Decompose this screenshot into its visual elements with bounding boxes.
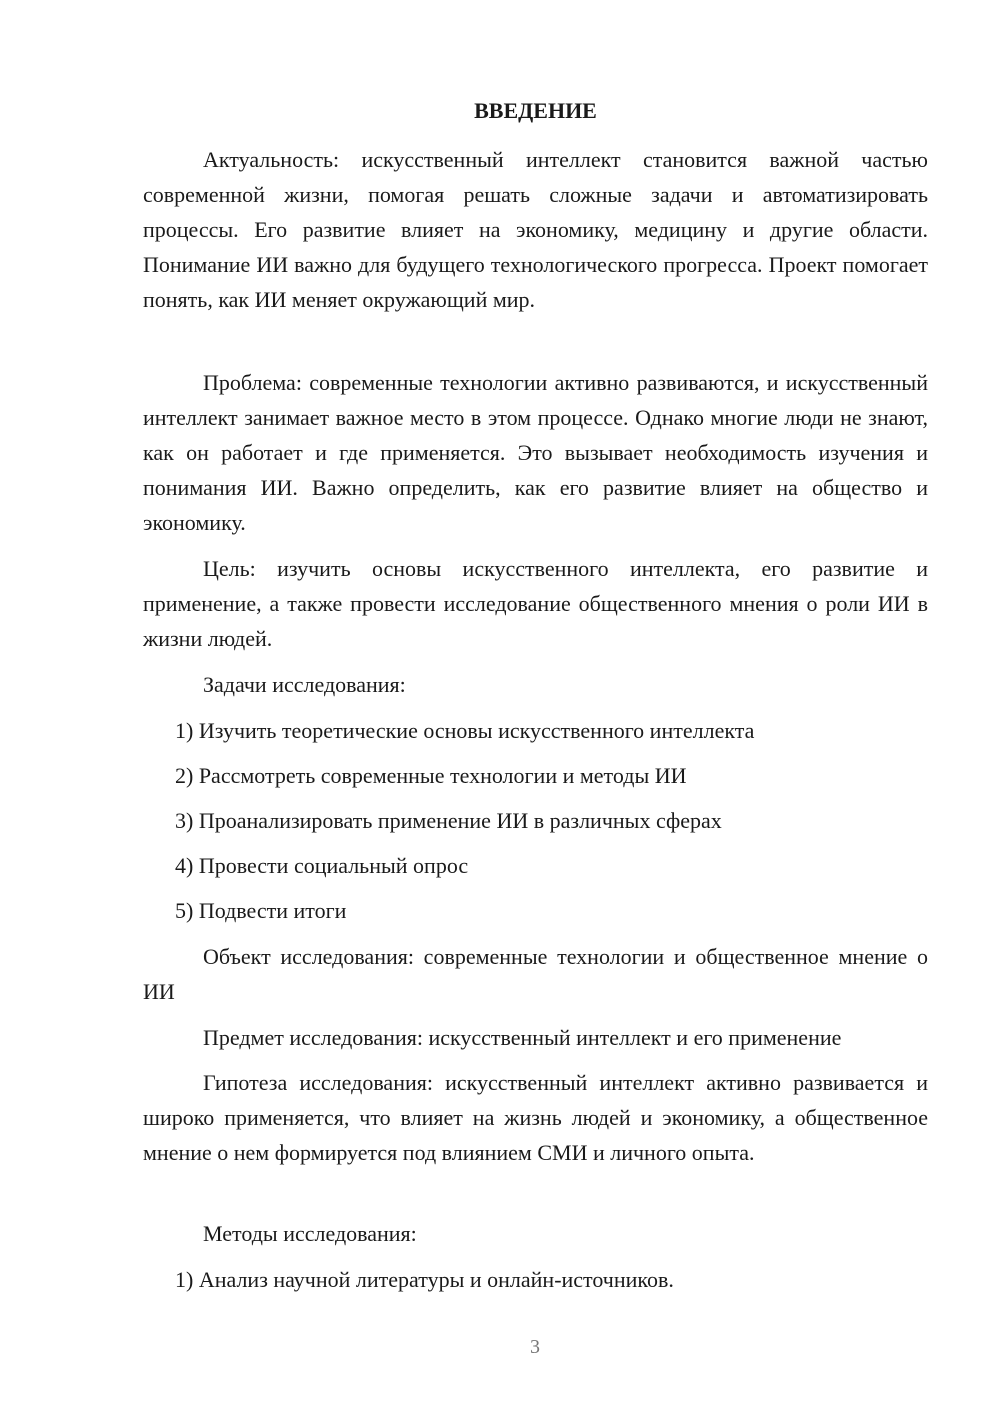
methods-heading: Методы исследования: bbox=[203, 1221, 417, 1246]
task-item: 2) Рассмотреть современные технологии и методы ИИ bbox=[175, 763, 687, 788]
task-item: 5) Подвести итоги bbox=[175, 898, 347, 923]
relevance-paragraph: Актуальность: искусственный интеллект становится важной частью современной жизни, помогая решать сложные задачи и автоматизировать процессы. Его развитие влияет на экономику, медицину и другие области. Понимание ИИ важно для будущего технологического прогресса. Проект помогает понять, как ИИ меняет окружающий мир. bbox=[143, 147, 928, 312]
task-item: 3) Проанализировать применение ИИ в различных сферах bbox=[175, 808, 722, 833]
problem-paragraph: Проблема: современные технологии активно развиваются, и искусственный интеллект занимает важное место в этом процессе. Однако многие люди не знают, как он работает и где применяется. Это вызывает необходимость изучения и понимания ИИ. Важно определить, как его развитие влияет на общество и экономику. bbox=[143, 370, 928, 535]
hypothesis-paragraph: Гипотеза исследования: искусственный интеллект активно развивается и широко применяется, что влияет на жизнь людей и экономику, а общественное мнение о нем формируется под влиянием СМИ и личного опыта. bbox=[143, 1070, 928, 1165]
page-number: 3 bbox=[530, 1336, 540, 1358]
subject-paragraph: Предмет исследования: искусственный интеллект и его применение bbox=[203, 1025, 842, 1050]
task-item: 1) Изучить теоретические основы искусственного интеллекта bbox=[175, 718, 755, 743]
method-item: 1) Анализ научной литературы и онлайн-источников. bbox=[175, 1267, 674, 1292]
section-heading: ВВЕДЕНИЕ bbox=[474, 98, 597, 123]
tasks-heading: Задачи исследования: bbox=[203, 672, 406, 697]
object-paragraph: Объект исследования: современные технологии и общественное мнение о ИИ bbox=[143, 944, 928, 1004]
goal-paragraph: Цель: изучить основы искусственного интеллекта, его развитие и применение, а также провести исследование общественного мнения о роли ИИ в жизни людей. bbox=[143, 556, 928, 651]
task-item: 4) Провести социальный опрос bbox=[175, 853, 469, 878]
